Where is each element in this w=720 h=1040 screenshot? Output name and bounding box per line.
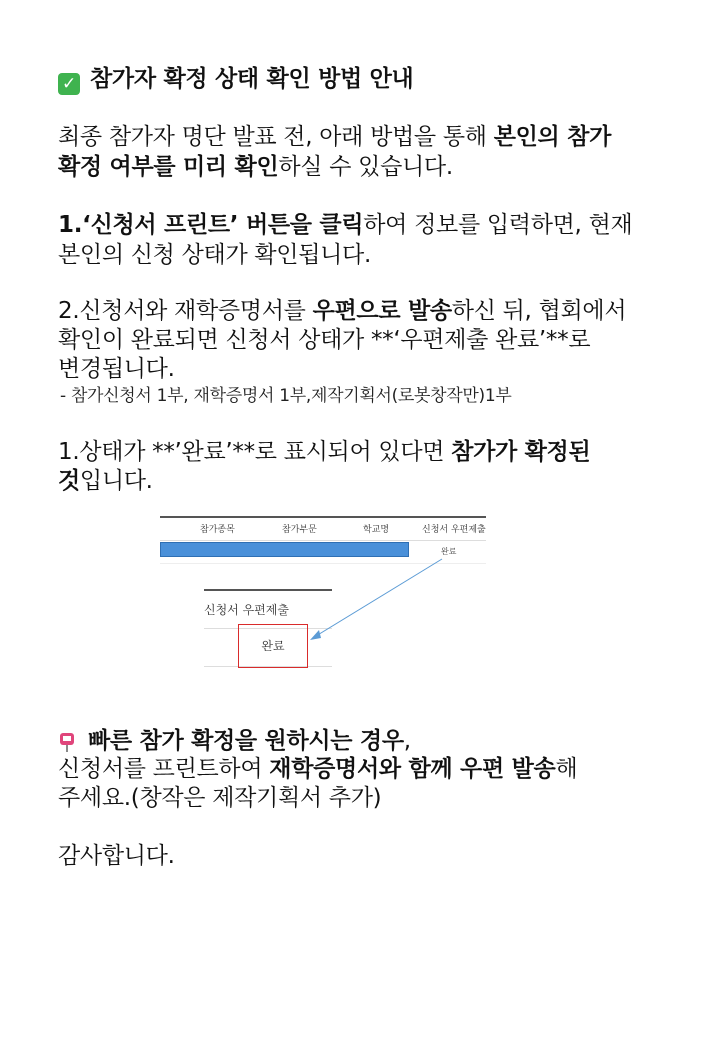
row-status-value: 완료 xyxy=(441,547,457,556)
step2-line-1: 2.신청서와 재학증명서를 우편으로 발송하신 뒤, 협회에서 xyxy=(58,298,627,324)
header-division: 참가부문 xyxy=(282,525,317,535)
header-school: 학교명 xyxy=(363,525,390,535)
zoom-status-value: 완료 xyxy=(261,639,285,653)
pointer-arrow xyxy=(160,512,486,672)
step1-line-2: 본인의 신청 상태가 확인됩니다. xyxy=(58,242,371,268)
fast-line-1: 빠른 참가 확정을 원하시는 경우, xyxy=(58,726,411,756)
step2-note: - 참가신청서 1부, 재학증명서 1부,제작기획서(로봇창작만)1부 xyxy=(60,386,512,406)
step1-line-1: 1.‘신청서 프린트’ 버튼을 클릭하여 정보를 입력하면, 현재 xyxy=(58,212,633,238)
status-screenshot-figure xyxy=(160,512,486,672)
intro-line-2: 확정 여부를 미리 확인하실 수 있습니다. xyxy=(58,154,453,180)
thanks-line: 감사합니다. xyxy=(58,843,175,869)
zoom-header: 신청서 우편제출 xyxy=(204,603,289,617)
mailbox-icon xyxy=(58,730,76,752)
intro-line-1: 최종 참가자 명단 발표 전, 아래 방법을 통해 본인의 참가 xyxy=(58,124,612,150)
step2-line-3: 변경됩니다. xyxy=(58,356,175,382)
header-category: 참가종목 xyxy=(200,525,235,535)
notice-title: ✓ 참가자 확정 상태 확인 방법 안내 xyxy=(58,64,413,95)
step2-line-2: 확인이 완료되면 신청서 상태가 **‘우편제출 완료’**로 xyxy=(58,327,591,353)
check-mark-icon: ✓ xyxy=(58,73,80,95)
step3-line-1: 1.상태가 **’완료’**로 표시되어 있다면 참가가 확정된 xyxy=(58,439,591,465)
header-mail-submission: 신청서 우편제출 xyxy=(422,525,486,535)
step3-line-2: 것입니다. xyxy=(58,468,153,494)
fast-line-2: 신청서를 프린트하여 재학증명서와 함께 우편 발송해 xyxy=(58,756,578,782)
fast-line-3: 주세요.(창작은 제작기획서 추가) xyxy=(58,785,382,811)
